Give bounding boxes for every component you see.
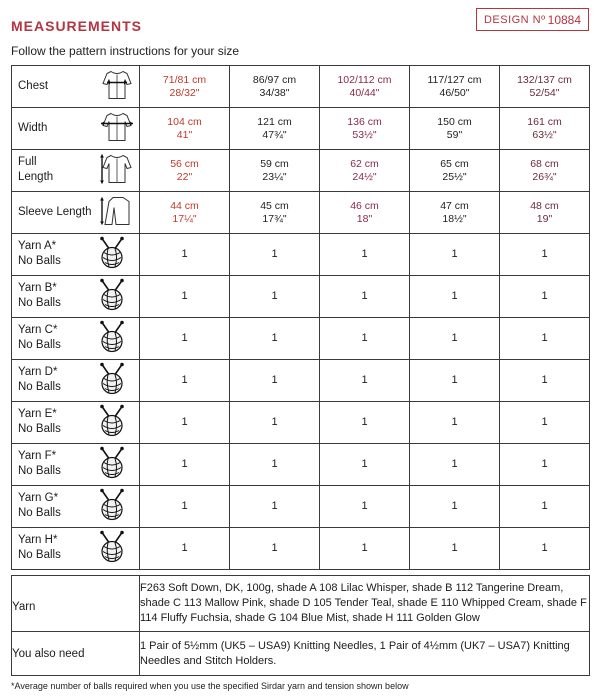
measurement-label-cell (12, 150, 140, 192)
size-value-cell (500, 150, 590, 192)
page-title: MEASUREMENTS (11, 18, 143, 34)
yarn-no-balls-label: No Balls (18, 465, 61, 477)
yarn-ball-icon (95, 277, 131, 311)
yarn-no-balls-label: No Balls (18, 549, 61, 561)
size-inches: 18½" (442, 212, 467, 225)
ball-count: 1 (410, 402, 500, 444)
ball-count: 1 (500, 486, 590, 528)
size-value-cell (320, 150, 410, 192)
yarn-info-label: Yarn (12, 576, 140, 632)
design-number: 10884 (547, 12, 582, 27)
ball-count: 1 (230, 402, 320, 444)
yarn-no-balls-label: No Balls (18, 507, 61, 519)
you-also-need-row (12, 632, 590, 676)
yarn-info-text: F263 Soft Down, DK, 100g, shade A 108 Lilac Whisper, shade B 112 Tangerine Dream, shade C 113 Mallow Pink, shade D 105 Tender Teal, shade E 110 Whipped Cream, shade F 114 Fluffy Fuchsia, shade G 104 Blue Mist, shade H 111 Golden Glow (140, 576, 590, 632)
yarn-row (12, 528, 590, 570)
length-diagram-icon (99, 151, 135, 185)
yarn-row (12, 360, 590, 402)
ball-count: 1 (230, 444, 320, 486)
yarn-row (12, 234, 590, 276)
ball-count: 1 (320, 402, 410, 444)
yarn-name: Yarn H* (18, 534, 58, 546)
measurement-row (12, 192, 590, 234)
size-value-cell (140, 192, 230, 234)
ball-count: 1 (500, 318, 590, 360)
ball-count: 1 (410, 486, 500, 528)
size-inches: 52/54" (529, 86, 560, 99)
ball-count: 1 (410, 360, 500, 402)
you-also-need-label: You also need (12, 632, 140, 676)
size-value-cell (320, 108, 410, 150)
measurements-body (12, 66, 590, 234)
yarn-row (12, 402, 590, 444)
yarn-icon-wrap (95, 445, 131, 484)
size-value-cell (410, 66, 500, 108)
size-inches: 19" (536, 212, 553, 225)
size-inches: 28/32" (169, 86, 200, 99)
yarn-icon-wrap (95, 487, 131, 526)
size-cm: 71/81 cm (162, 73, 207, 86)
measurements-table (11, 65, 590, 570)
yarn-label-cell (12, 276, 140, 318)
size-cm: 47 cm (440, 199, 469, 212)
yarn-balls-body (12, 234, 590, 570)
yarn-name: Yarn C* (18, 324, 58, 336)
ball-count: 1 (410, 444, 500, 486)
size-inches: 41" (176, 128, 193, 141)
size-cm: 68 cm (530, 157, 559, 170)
size-value-cell (230, 66, 320, 108)
size-inches: 23¼" (262, 170, 287, 183)
ball-count: 1 (410, 318, 500, 360)
ball-count: 1 (500, 528, 590, 570)
size-inches: 63½" (532, 128, 557, 141)
yarn-name: Yarn F* (18, 450, 57, 462)
design-number-box (476, 8, 589, 31)
yarn-info-row (12, 576, 590, 632)
size-value-cell (230, 108, 320, 150)
size-value-cell (140, 108, 230, 150)
measurement-label-cell (12, 108, 140, 150)
size-value-cell (500, 108, 590, 150)
size-value-cell (410, 108, 500, 150)
size-value-cell (500, 192, 590, 234)
size-inches: 24½" (352, 170, 377, 183)
ball-count: 1 (320, 234, 410, 276)
yarn-no-balls-label: No Balls (18, 297, 61, 309)
size-value-cell (230, 192, 320, 234)
ball-count: 1 (140, 360, 230, 402)
yarn-label-cell (12, 402, 140, 444)
yarn-row (12, 318, 590, 360)
ball-count: 1 (500, 360, 590, 402)
footnote: *Average number of balls required when you use the specified Sirdar yarn and tension shown below (11, 681, 409, 691)
yarn-icon-wrap (95, 529, 131, 568)
size-inches: 46/50" (439, 86, 470, 99)
yarn-row (12, 276, 590, 318)
ball-count: 1 (140, 444, 230, 486)
yarn-row (12, 486, 590, 528)
size-cm: 150 cm (437, 115, 472, 128)
size-cm: 121 cm (257, 115, 292, 128)
yarn-ball-icon (95, 487, 131, 521)
yarn-icon-wrap (95, 235, 131, 274)
size-cm: 44 cm (170, 199, 199, 212)
ball-count: 1 (140, 276, 230, 318)
measurement-row (12, 66, 590, 108)
ball-count: 1 (410, 234, 500, 276)
size-cm: 48 cm (530, 199, 559, 212)
ball-count: 1 (230, 318, 320, 360)
measurement-label (18, 205, 92, 220)
yarn-icon-wrap (95, 361, 131, 400)
size-cm: 62 cm (350, 157, 379, 170)
ball-count: 1 (500, 444, 590, 486)
yarn-ball-icon (95, 403, 131, 437)
yarn-row (12, 444, 590, 486)
measurement-label (18, 121, 47, 136)
ball-count: 1 (320, 276, 410, 318)
measurement-label-line: Width (18, 122, 48, 134)
materials-table (11, 575, 590, 676)
measurement-row (12, 150, 590, 192)
size-inches: 17¾" (262, 212, 287, 225)
ball-count: 1 (140, 318, 230, 360)
size-inches: 18" (356, 212, 373, 225)
yarn-no-balls-label: No Balls (18, 381, 61, 393)
size-cm: 161 cm (527, 115, 562, 128)
yarn-ball-icon (95, 445, 131, 479)
yarn-label-cell (12, 486, 140, 528)
size-cm: 45 cm (260, 199, 289, 212)
ball-count: 1 (140, 486, 230, 528)
size-inches: 22" (176, 170, 193, 183)
yarn-name: Yarn A* (18, 240, 57, 252)
yarn-icon-wrap (95, 277, 131, 316)
ball-count: 1 (230, 234, 320, 276)
yarn-name: Yarn G* (18, 492, 59, 504)
measurement-icon-wrap (99, 67, 135, 106)
size-cm: 86/97 cm (252, 73, 297, 86)
measurement-icon-wrap (99, 109, 135, 148)
yarn-label (18, 323, 61, 353)
size-cm: 65 cm (440, 157, 469, 170)
size-value-cell (320, 192, 410, 234)
size-inches: 34/38" (259, 86, 290, 99)
yarn-ball-icon (95, 361, 131, 395)
yarn-no-balls-label: No Balls (18, 255, 61, 267)
size-value-cell (410, 192, 500, 234)
yarn-no-balls-label: No Balls (18, 339, 61, 351)
measurement-label-line: Sleeve Length (18, 206, 92, 218)
size-value-cell (140, 66, 230, 108)
size-value-cell (500, 66, 590, 108)
size-cm: 104 cm (167, 115, 202, 128)
design-label: DESIGN Nº (483, 13, 546, 26)
ball-count: 1 (230, 276, 320, 318)
size-cm: 56 cm (170, 157, 199, 170)
size-cm: 102/112 cm (337, 73, 392, 86)
yarn-label (18, 365, 61, 395)
ball-count: 1 (500, 402, 590, 444)
ball-count: 1 (230, 360, 320, 402)
size-cm: 46 cm (350, 199, 379, 212)
ball-count: 1 (500, 276, 590, 318)
size-cm: 132/137 cm (517, 73, 572, 86)
yarn-icon-wrap (95, 319, 131, 358)
instructions-subtitle: Follow the pattern instructions for your size (11, 44, 240, 58)
yarn-label-cell (12, 234, 140, 276)
yarn-label (18, 533, 61, 563)
yarn-label-cell (12, 318, 140, 360)
yarn-name: Yarn D* (18, 366, 58, 378)
yarn-name: Yarn B* (18, 282, 57, 294)
size-value-cell (320, 66, 410, 108)
yarn-ball-icon (95, 319, 131, 353)
size-value-cell (410, 150, 500, 192)
ball-count: 1 (320, 360, 410, 402)
width-diagram-icon (99, 109, 135, 143)
yarn-label (18, 407, 61, 437)
yarn-ball-icon (95, 235, 131, 269)
ball-count: 1 (500, 234, 590, 276)
yarn-label-cell (12, 528, 140, 570)
size-inches: 53½" (352, 128, 377, 141)
ball-count: 1 (320, 528, 410, 570)
yarn-icon-wrap (95, 403, 131, 442)
size-cm: 136 cm (347, 115, 382, 128)
measurement-icon-wrap (99, 193, 135, 232)
ball-count: 1 (230, 528, 320, 570)
sleeve-diagram-icon (99, 193, 135, 227)
ball-count: 1 (140, 528, 230, 570)
measurement-label-line: Chest (18, 80, 49, 92)
ball-count: 1 (140, 402, 230, 444)
size-inches: 40/44" (349, 86, 380, 99)
size-cm: 117/127 cm (427, 73, 482, 86)
ball-count: 1 (320, 486, 410, 528)
size-inches: 47¾" (262, 128, 287, 141)
size-inches: 59" (446, 128, 463, 141)
size-value-cell (140, 150, 230, 192)
size-cm: 59 cm (260, 157, 289, 170)
ball-count: 1 (320, 318, 410, 360)
chest-diagram-icon (99, 67, 135, 101)
yarn-label (18, 449, 61, 479)
measurement-icon-wrap (99, 151, 135, 190)
ball-count: 1 (410, 528, 500, 570)
yarn-label-cell (12, 360, 140, 402)
measurement-label-cell (12, 192, 140, 234)
yarn-label (18, 281, 61, 311)
size-value-cell (230, 150, 320, 192)
measurement-label-line: Length (18, 171, 54, 183)
yarn-name: Yarn E* (18, 408, 57, 420)
ball-count: 1 (140, 234, 230, 276)
yarn-label (18, 491, 61, 521)
measurement-label (18, 155, 53, 185)
ball-count: 1 (320, 444, 410, 486)
measurement-label (18, 79, 48, 94)
yarn-no-balls-label: No Balls (18, 423, 61, 435)
ball-count: 1 (230, 486, 320, 528)
measurement-label-line: Full (18, 156, 37, 168)
yarn-ball-icon (95, 529, 131, 563)
size-inches: 25½" (442, 170, 467, 183)
yarn-label (18, 239, 61, 269)
size-inches: 17¼" (172, 212, 197, 225)
yarn-label-cell (12, 444, 140, 486)
size-inches: 26¾" (532, 170, 557, 183)
ball-count: 1 (410, 276, 500, 318)
measurement-label-cell (12, 66, 140, 108)
measurement-row (12, 108, 590, 150)
you-also-need-text: 1 Pair of 5½mm (UK5 – USA9) Knitting Needles, 1 Pair of 4½mm (UK7 – USA7) Knitting Needles and Stitch Holders. (140, 632, 590, 676)
